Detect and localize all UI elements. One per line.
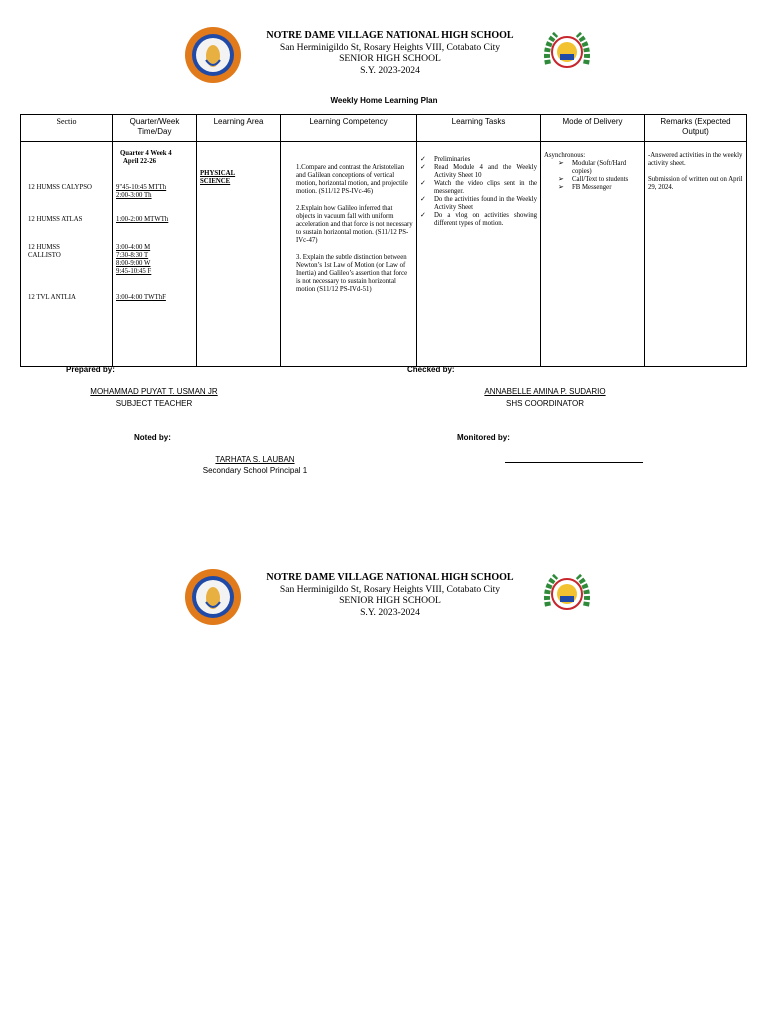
prepared-by-label: Prepared by:: [66, 365, 115, 374]
header-mode-of-delivery: Mode of Delivery: [541, 115, 645, 142]
list-item: ✓ Do a vlog on activities showing different types of motion.: [420, 212, 537, 227]
remark-item: Submission of written out on April 29, 2024.: [648, 176, 743, 191]
school-year: S.Y. 2023-2024: [360, 606, 420, 618]
mode-heading: Asynchronous:: [544, 152, 586, 159]
noted-by-role: Secondary School Principal 1: [202, 466, 308, 475]
checked-by-role: SHS COORDINATOR: [506, 399, 584, 408]
school-level: SENIOR HIGH SCHOOL: [339, 53, 441, 65]
schedule-time: 3:00-4:00 M: [116, 244, 151, 251]
remarks-cell: [645, 142, 747, 367]
checkmark-icon: ✓: [420, 196, 426, 203]
checked-by-name: ANNABELLE AMINA P. SUDARIO: [484, 387, 606, 396]
quarter-week: Quarter 4 Week 4: [120, 150, 172, 157]
tasks-cell: [417, 142, 541, 367]
school-seal-icon: [184, 26, 242, 84]
arrow-bullet-icon: ➢: [558, 160, 564, 167]
schedule-time: 9:45-10:45 F: [116, 268, 152, 275]
checkmark-icon: ✓: [420, 156, 426, 163]
deped-laurel-seal-icon: [540, 26, 594, 80]
list-item: ✓ Preliminaries: [420, 156, 471, 163]
list-item: ➢ Call/Text to students: [558, 176, 629, 183]
mode-list: [558, 160, 641, 192]
schedule-group: [116, 216, 168, 224]
learning-plan-table: [20, 114, 747, 367]
school-level: SENIOR HIGH SCHOOL: [339, 595, 441, 607]
section-name: 12 HUMSS ATLAS: [28, 216, 83, 223]
sections-cell: [21, 142, 113, 367]
list-item: ➢ FB Messenger: [558, 184, 612, 191]
letterhead-page-2: [0, 568, 768, 648]
learning-area: PHYSICAL SCIENCE: [200, 170, 236, 185]
remark-item: -Answered activities in the weekly activity sheet.: [648, 152, 743, 167]
week-dates: April 22-26: [123, 158, 157, 165]
learning-area-cell: [197, 142, 281, 367]
deped-laurel-seal-icon: [540, 568, 594, 622]
header-remarks: Remarks (Expected Output): [645, 115, 747, 142]
header-learning-tasks: Learning Tasks: [417, 115, 541, 142]
checkmark-icon: ✓: [420, 164, 426, 171]
noted-by-name: TARHATA S. LAUBAN: [215, 455, 295, 464]
monitored-by-signature-line: [505, 462, 643, 463]
schedule-time: 8:00-9:00 W: [116, 260, 151, 267]
school-year: S.Y. 2023-2024: [360, 64, 420, 76]
arrow-bullet-icon: ➢: [558, 176, 564, 183]
competency-item: 2.Explain how Galileo inferred that objects in vacuum fall with uniform acceleration and that force is not necessary to sustain horizontal motion. (S11/12 PS-IVc-47): [296, 205, 413, 244]
competency-item: 3. Explain the subtle distinction between Newton’s 1st Law of Motion (or Law of Inertia) and Galileo’s assertion that force is not necessary to sustain horizontal motion (S11/12 PS-IVd-51): [296, 254, 408, 293]
schedule-group: [116, 184, 166, 200]
plan-title: Weekly Home Learning Plan: [330, 96, 438, 105]
schedule-time: 1:00-2:00 MTWTh: [116, 216, 169, 223]
table-header-row: [21, 115, 747, 142]
mode-cell: [541, 142, 645, 367]
competency-cell: [281, 142, 417, 367]
checkmark-icon: ✓: [420, 212, 426, 219]
schedule-time: 9"45-10:45 MTTh: [116, 184, 167, 191]
tasks-list: [420, 156, 537, 228]
noted-by-label: Noted by:: [134, 433, 171, 442]
schedule-cell: [113, 142, 197, 367]
header-learning-competency: Learning Competency: [281, 115, 417, 142]
prepared-by-role: SUBJECT TEACHER: [115, 399, 193, 408]
list-item: ➢ Modular (Soft/Hard copies): [558, 160, 627, 175]
table-row: [21, 142, 747, 367]
section-name: 12 HUMSS CALYPSO: [28, 184, 92, 191]
section-name: 12 TVL ANTLIA: [28, 294, 76, 301]
header-section: Sectio: [21, 115, 113, 142]
school-seal-icon: [184, 568, 242, 626]
list-item: ✓ Watch the video clips sent in the messenger.: [420, 180, 537, 195]
letterhead-text: [260, 30, 520, 76]
school-address: San Herminigildo St, Rosary Heights VIII, Cotabato City: [279, 41, 501, 53]
prepared-by-name: MOHAMMAD PUYAT T. USMAN JR: [90, 387, 218, 396]
schedule-time: 2:00-3:00 Th: [116, 192, 152, 199]
letterhead: [0, 26, 768, 106]
monitored-by-label: Monitored by:: [457, 433, 510, 442]
school-name: NOTRE DAME VILLAGE NATIONAL HIGH SCHOOL: [266, 572, 514, 583]
list-item: ✓ Do the activities found in the Weekly Activity Sheet: [420, 196, 537, 211]
competency-item: 1.Compare and contrast the Aristotelian and Galilean conceptions of vertical motion, horizontal motion, and projectile motion. (S11/12 PS-IVc-46): [296, 164, 408, 195]
schedule-group: [116, 244, 151, 276]
schedule-time: 3:00-4:00 TWThF: [116, 294, 166, 301]
letterhead-text: [260, 572, 520, 618]
school-address: San Herminigildo St, Rosary Heights VIII, Cotabato City: [279, 583, 501, 595]
list-item: ✓ Read Module 4 and the Weekly Activity Sheet 10: [420, 164, 537, 179]
section-name: 12 HUMSS CALLISTO: [28, 244, 61, 259]
checkmark-icon: ✓: [420, 180, 426, 187]
header-quarter-week: Quarter/Week Time/Day: [113, 115, 197, 142]
schedule-group: [116, 294, 166, 302]
schedule-time: 7:30-8:30 T: [116, 252, 149, 259]
checked-by-label: Checked by:: [407, 365, 455, 374]
school-name: NOTRE DAME VILLAGE NATIONAL HIGH SCHOOL: [266, 30, 514, 41]
arrow-bullet-icon: ➢: [558, 184, 564, 191]
header-learning-area: Learning Area: [197, 115, 281, 142]
